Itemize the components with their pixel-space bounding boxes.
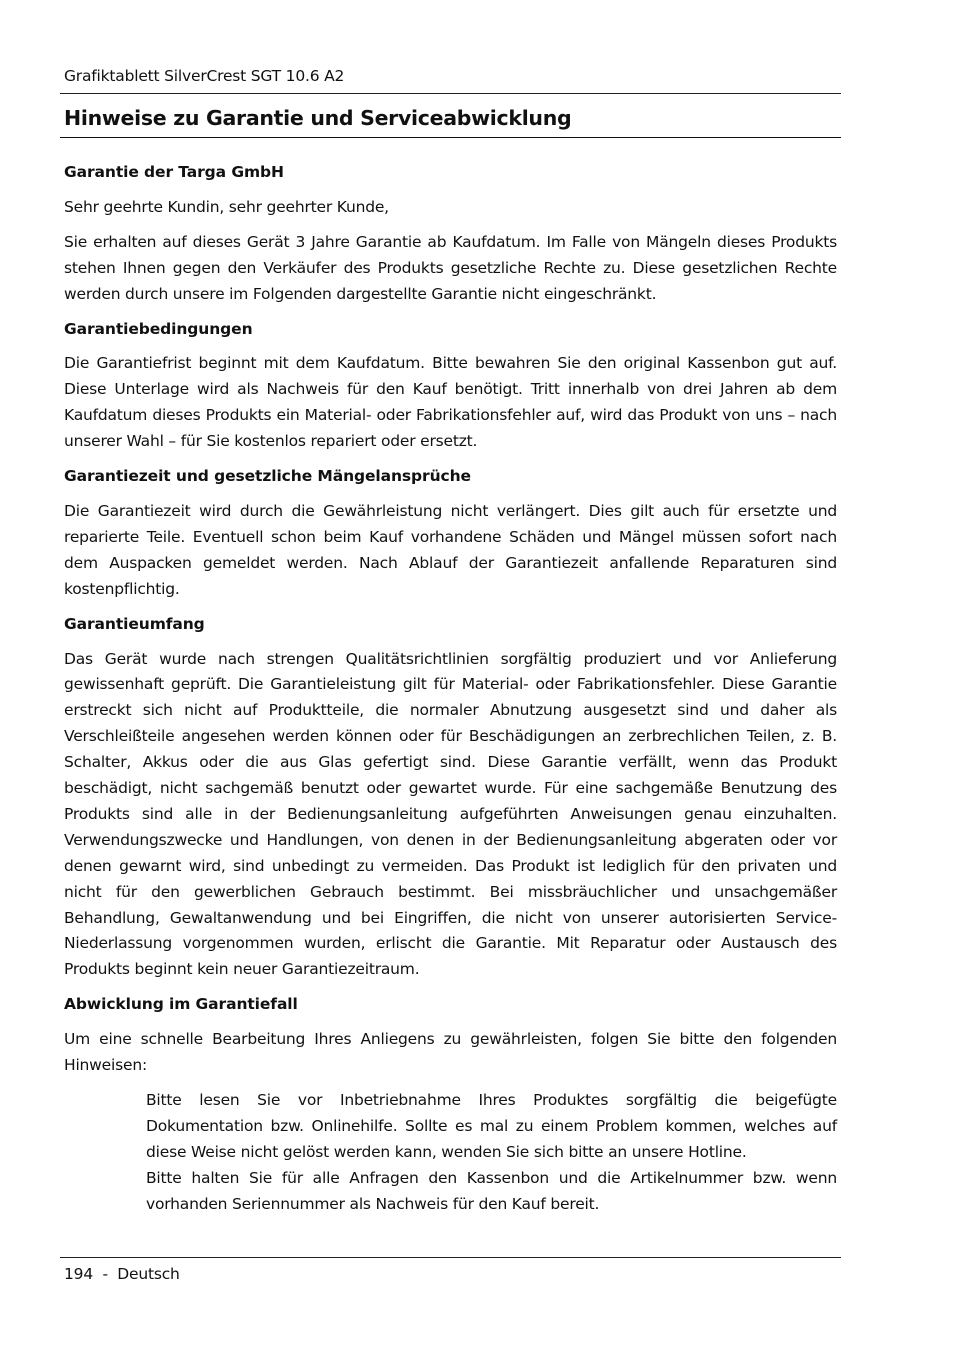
section-heading-bedingungen: Garantiebedingungen xyxy=(64,319,253,338)
footer-divider xyxy=(60,1257,841,1258)
section-heading-abwicklung: Abwicklung im Garantiefall xyxy=(64,995,298,1014)
header-divider xyxy=(60,93,841,94)
paragraph-garantie: Sie erhalten auf dieses Gerät 3 Jahre Garantie ab Kaufdatum. Im Falle von Mängeln dieses Produkts stehen Ihnen gegen den Verkäufer des Produkts gesetzliche Rechte zu. Diese gesetzlichen Rechte werden durch unsere im Folgenden dargestellte Garantie nicht eingeschränkt. xyxy=(64,232,837,303)
section-heading-garantie: Garantie der Targa GmbH xyxy=(64,163,284,181)
salutation: Sehr geehrte Kundin, sehr geehrter Kunde, xyxy=(64,197,389,216)
page-title: Hinweise zu Garantie und Serviceabwicklung xyxy=(64,106,572,130)
section-heading-garantiezeit: Garantiezeit und gesetzliche Mängelansprüche xyxy=(64,467,471,486)
page-number-footer: 194 - Deutsch xyxy=(64,1265,180,1283)
title-divider xyxy=(60,137,841,138)
document-body xyxy=(64,160,837,1218)
paragraph-abwicklung: Um eine schnelle Bearbeitung Ihres Anliegens zu gewährleisten, folgen Sie bitte den folgenden Hinweisen: xyxy=(64,1030,837,1075)
section-heading-umfang: Garantieumfang xyxy=(64,614,205,633)
running-header: Grafiktablett SilverCrest SGT 10.6 A2 xyxy=(64,67,345,85)
list-item: Bitte halten Sie für alle Anfragen den Kassenbon und die Artikelnummer bzw. wenn vorhanden Seriennummer als Nachweis für den Kauf bereit. xyxy=(146,1168,837,1213)
paragraph-bedingungen: Die Garantiefrist beginnt mit dem Kaufdatum. Bitte bewahren Sie den original Kassenbon gut auf. Diese Unterlage wird als Nachweis für den Kauf benötigt. Tritt innerhalb von drei Jahren ab dem Kaufdatum dieses Produkts ein Material- oder Fabrikationsfehler auf, wird das Produkt von uns – nach unserer Wahl – für Sie kostenlos repariert oder ersetzt. xyxy=(64,354,837,451)
paragraph-garantiezeit: Die Garantiezeit wird durch die Gewährleistung nicht verlängert. Dies gilt auch für ersetzte und reparierte Teile. Eventuell schon beim Kauf vorhandene Schäden und Mängel müssen sofort nach dem Auspacken gemeldet werden. Nach Ablauf der Garantiezeit anfallende Reparaturen sind kostenpflichtig. xyxy=(64,501,837,598)
paragraph-umfang: Das Gerät wurde nach strengen Qualitätsrichtlinien sorgfältig produziert und vor Anlieferung gewissenhaft geprüft. Die Garantieleistung gilt für Material- oder Fabrikationsfehler. Diese Garantie erstreckt sich nicht auf Produktteile, die normaler Abnutzung ausgesetzt sind und daher als Verschleißteile angesehen werden können oder für Beschädigungen an zerbrechlichen Teilen, z. B. Schalter, Akkus oder die aus Glas gefertigt sind. Diese Garantie verfällt, wenn das Produkt beschädigt, nicht sachgemäß benutzt oder gewartet wurde. Für eine sachgemäße Benutzung des Produkts sind alle in der Bedienungsanleitung aufgeführten Anweisungen genau einzuhalten. Verwendungszwecke und Handlungen, von denen in der Bedienungsanleitung abgeraten oder vor denen gewarnt wird, sind unbedingt zu vermeiden. Das Produkt ist lediglich für den privaten und nicht für den gewerblichen Gebrauch bestimmt. Bei missbräuchlicher und unsachgemäßer Behandlung, Gewaltanwendung und bei Eingriffen, die nicht von unserer autorisierten Service-Niederlassung vorgenommen wurden, erlischt die Garantie. Mit Reparatur oder Austausch des Produkts beginnt kein neuer Garantiezeitraum. xyxy=(64,649,837,979)
list-item: Bitte lesen Sie vor Inbetriebnahme Ihres Produktes sorgfältig die beigefügte Dokumentation bzw. Onlinehilfe. Sollte es mal zu einem Problem kommen, welches auf diese Weise nicht gelöst werden kann, wenden Sie sich bitte an unsere Hotline. xyxy=(146,1091,837,1161)
